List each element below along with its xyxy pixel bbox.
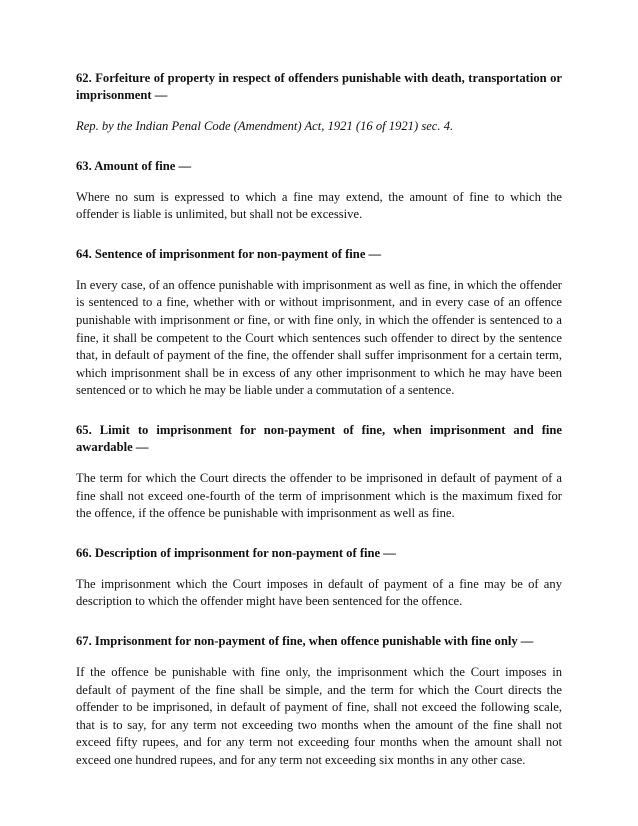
section-64 <box>76 246 562 400</box>
section-body: The imprisonment which the Court imposes in default of payment of a fine may be of any description to which the offender might have been sentenced for the offence. <box>76 576 562 609</box>
section-body: In every case, of an offence punishable with imprisonment as well as fine, in which the offender is sentenced to a fine, whether with or without imprisonment, and in every case of an offence punishable with imprisonment or fine, or with fine only, in which the offender is sentenced to a fine, it shall be competent to the Court which sentences such offender to direct by the sentence that, in default of payment of the fine, the offender shall suffer imprisonment for a certain term, which imprisonment shall be in excess of any other imprisonment to which he may have been sentenced or to which he may be liable under a commutation of a sentence. <box>76 277 562 398</box>
section-67 <box>76 633 562 770</box>
section-66 <box>76 545 562 611</box>
section-63 <box>76 158 562 224</box>
document-page <box>76 70 562 791</box>
section-body: Rep. by the Indian Penal Code (Amendment) Act, 1921 (16 of 1921) sec. 4. <box>76 119 454 133</box>
section-body: The term for which the Court directs the offender to be imprisoned in default of payment of a fine shall not exceed one-fourth of the term of imprisonment which is the maximum fixed for the offence, if the offence be punishable with imprisonment as well as fine. <box>76 470 562 521</box>
section-heading: 62. Forfeiture of property in respect of offenders punishable with death, transportation or imprisonment — <box>76 71 562 102</box>
section-heading: 63. Amount of fine — <box>76 158 192 173</box>
section-body: If the offence be punishable with fine only, the imprisonment which the Court imposes in default of payment of the fine shall be simple, and the term for which the Court directs the offender to be imprisoned, in default of payment of fine, shall not exceed the following scale, that is to say, for any term not exceeding two months when the amount of the fine shall not exceed fifty rupees, and for any term not exceeding four months when the amount shall not exceed one hundred rupees, and for any term not exceeding six months in any other case. <box>76 664 562 767</box>
section-body: Where no sum is expressed to which a fine may extend, the amount of fine to which the offender is liable is unlimited, but shall not be excessive. <box>76 189 562 222</box>
section-62 <box>76 70 562 136</box>
section-heading: 65. Limit to imprisonment for non-payment of fine, when imprisonment and fine awardable — <box>76 422 562 454</box>
section-65 <box>76 422 562 523</box>
section-heading: 64. Sentence of imprisonment for non-payment of fine — <box>76 246 382 261</box>
section-heading: 66. Description of imprisonment for non-payment of fine — <box>76 545 396 560</box>
section-heading: 67. Imprisonment for non-payment of fine, when offence punishable with fine only — <box>76 633 534 648</box>
